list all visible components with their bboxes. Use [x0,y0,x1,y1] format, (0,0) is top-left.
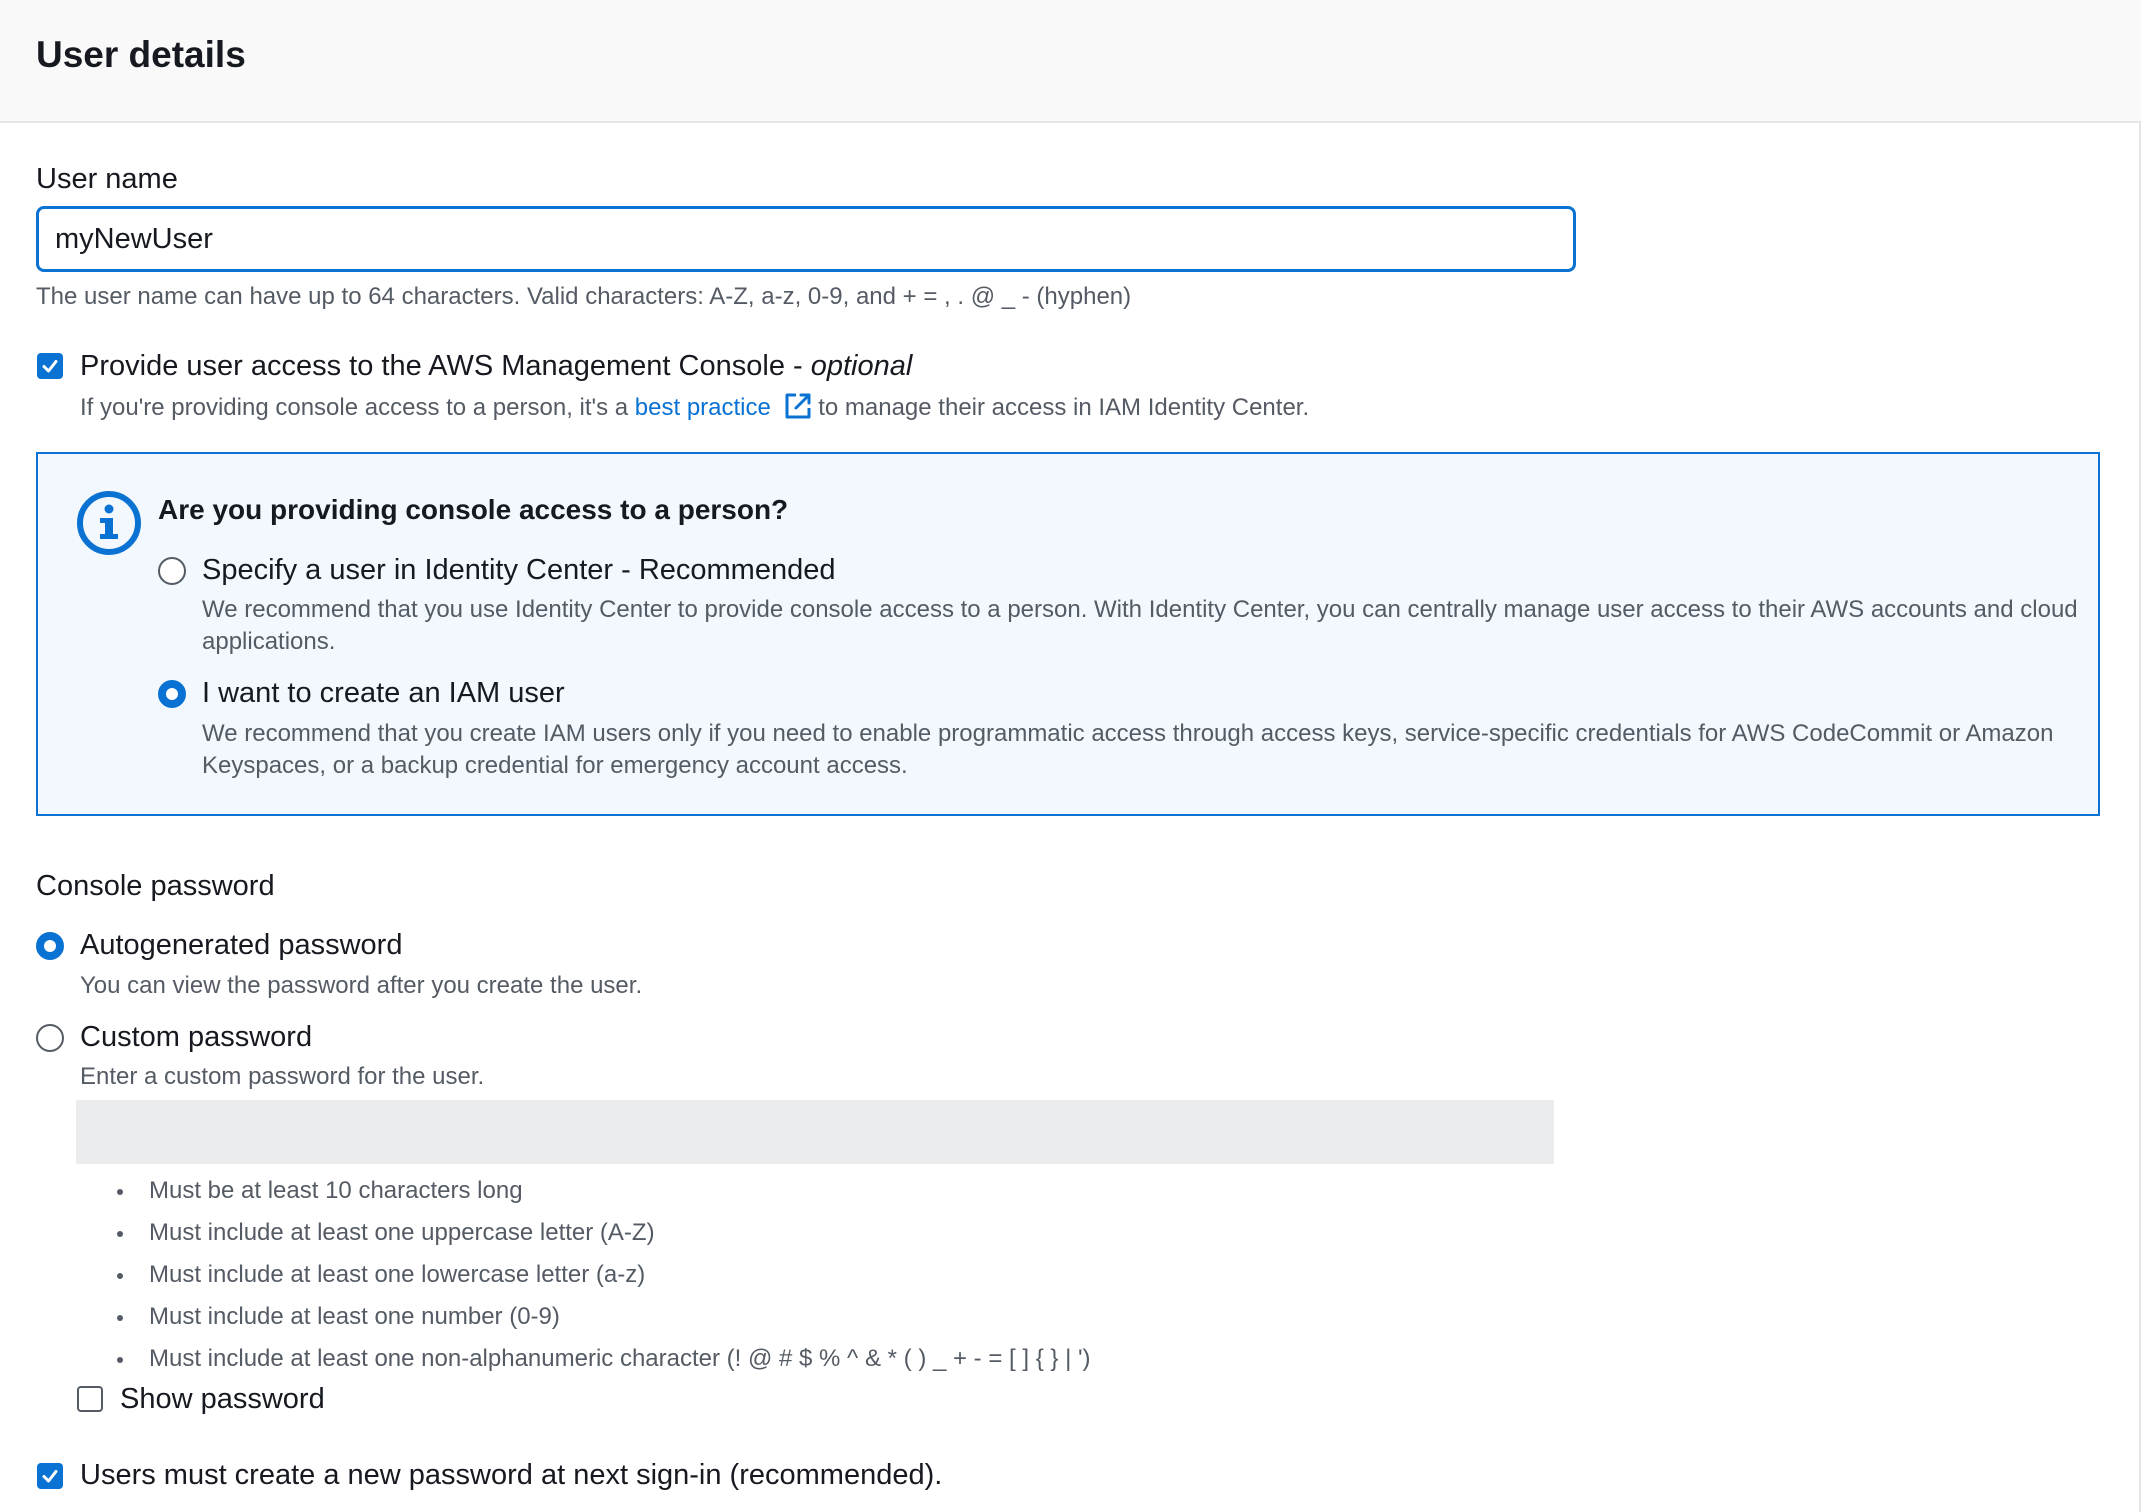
custom-password-input[interactable] [76,1100,1554,1164]
autogenerated-password-label[interactable]: Autogenerated password [80,929,403,961]
iam-user-radio[interactable] [158,680,186,708]
autogenerated-password-radio[interactable] [36,932,64,960]
console-access-desc [80,392,1309,422]
checkmark-icon [40,356,60,376]
identity-center-label[interactable]: Specify a user in Identity Center - Recommended [202,554,836,586]
console-access-desc-suffix: to manage their access in IAM Identity Center. [811,394,1310,421]
identity-center-radio[interactable] [158,557,186,585]
identity-center-desc: We recommend that you use Identity Center to provide console access to a person. With Identity Center, you can centrally manage user access to their AWS accounts and cloud applications. [202,596,2078,655]
console-access-label-text: Provide user access to the AWS Management Console - [80,350,811,382]
reset-password-label[interactable]: Users must create a new password at next sign-in (recommended). [80,1459,943,1491]
autogenerated-password-desc: You can view the password after you create the user. [80,972,643,999]
console-access-label[interactable] [80,350,912,383]
custom-password-radio[interactable] [36,1024,64,1052]
password-rules-list [112,1170,1091,1380]
iam-user-desc: We recommend that you create IAM users only if you need to enable programmatic access through access keys, service-specific credentials for AWS CodeCommit or Amazon Keyspaces, or a backup credential for emergency account access. [202,720,2054,779]
iam-user-label[interactable]: I want to create an IAM user [202,677,565,709]
optional-tag: optional [810,350,913,382]
password-rule: Must include at least one uppercase letter (A-Z) [112,1212,1091,1254]
username-hint: The user name can have up to 64 characters. Valid characters: A-Z, a-z, 0-9, and + = , . @ _ - (hyphen) [36,283,1132,310]
reset-password-checkbox[interactable] [37,1463,63,1489]
username-label: User name [36,163,178,195]
info-box-title: Are you providing console access to a person? [158,494,789,525]
console-access-desc-prefix: If you're providing console access to a person, it's a [80,394,635,421]
username-input[interactable] [36,206,1576,272]
console-password-label: Console password [36,870,275,902]
password-rule: Must be at least 10 characters long [112,1170,1091,1212]
info-icon [76,490,142,556]
password-rule: Must include at least one lowercase letter (a-z) [112,1254,1091,1296]
page-title: User details [36,34,246,75]
custom-password-desc: Enter a custom password for the user. [80,1063,485,1090]
password-rule: Must include at least one number (0-9) [112,1296,1091,1338]
custom-password-label[interactable]: Custom password [80,1021,313,1053]
show-password-checkbox[interactable] [77,1386,103,1412]
show-password-label[interactable]: Show password [120,1383,325,1415]
panel-header [0,0,2141,123]
best-practice-link[interactable]: best practice [634,394,771,421]
console-access-checkbox[interactable] [37,353,63,379]
external-link-icon[interactable] [784,392,812,420]
checkmark-icon [40,1466,60,1486]
password-rule: Must include at least one non-alphanumeric character (! @ # $ % ^ & * ( ) _ + - = [ ] { } | ') [112,1338,1091,1380]
